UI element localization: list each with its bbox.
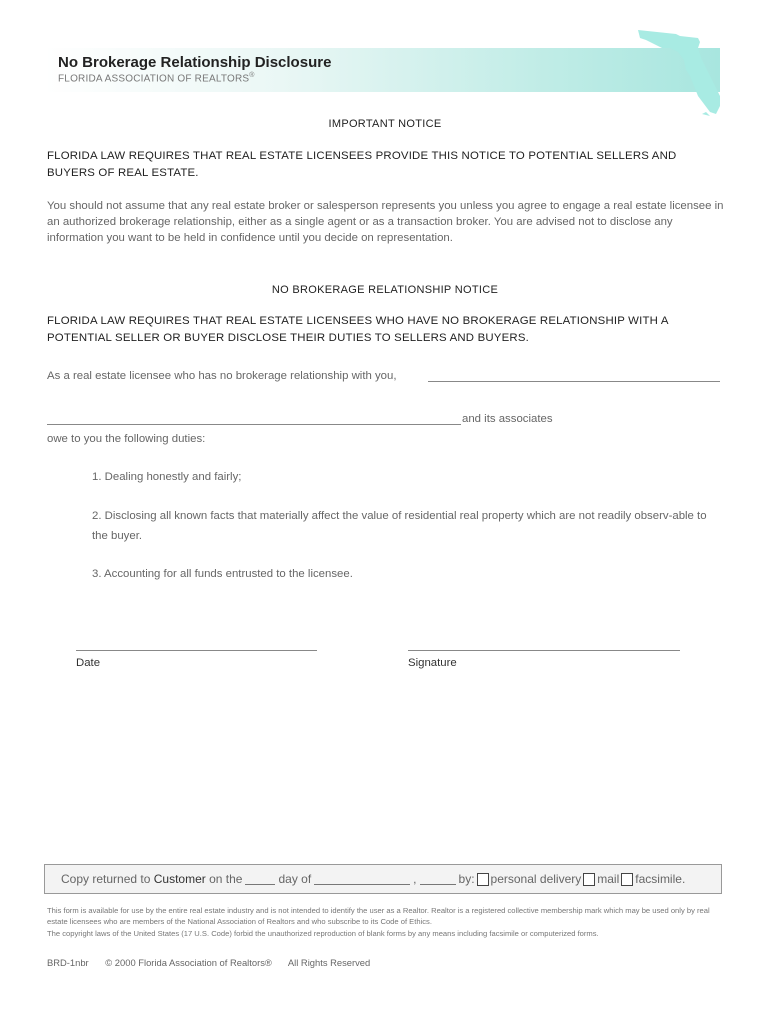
- facsimile-label: facsimile.: [635, 872, 686, 886]
- copy-day-of: day of: [278, 872, 312, 886]
- copy-returned-box: [44, 864, 722, 894]
- copy-comma: ,: [413, 872, 417, 886]
- footer-copyright: © 2000 Florida Association of Realtors®: [105, 957, 272, 968]
- registered-mark: ®: [249, 72, 255, 79]
- signature-label: Signature: [408, 657, 457, 669]
- duty-item-3: 3. Accounting for all funds entrusted to the licensee.: [92, 568, 353, 580]
- copyright-law-notice: The copyright laws of the United States (17 U.S. Code) forbid the unauthorized reproduction of blank forms by any means including facsimile or computerized forms.: [47, 929, 599, 938]
- facsimile-checkbox[interactable]: [621, 873, 633, 886]
- association-name: [58, 72, 255, 84]
- licensee-name-field[interactable]: [428, 381, 720, 382]
- date-label: Date: [76, 657, 101, 669]
- day-blank[interactable]: [245, 874, 275, 885]
- no-brokerage-heading: NO BROKERAGE RELATIONSHIP NOTICE: [271, 284, 499, 296]
- duty-item-1: 1. Dealing honestly and fairly;: [92, 471, 242, 483]
- associates-text: and its associates: [462, 413, 553, 425]
- mail-checkbox[interactable]: [583, 873, 595, 886]
- personal-delivery-checkbox[interactable]: [477, 873, 489, 886]
- realtor-mark-notice: This form is available for use by the entire real estate industry and is not intended to identify the user as a Realtor. Realtor is a registered collective membership mark which may be used only by real estate licensees who are members of the National Association of Realtors and who subscribe to its Code of Ethics.: [47, 906, 710, 926]
- copy-party: Customer: [153, 872, 206, 886]
- copy-on-the: on the: [209, 872, 243, 886]
- duties-intro: owe to you the following duties:: [47, 433, 206, 445]
- mail-label: mail: [597, 872, 620, 886]
- date-line[interactable]: [76, 650, 317, 651]
- association-text: FLORIDA ASSOCIATION OF REALTORS: [58, 73, 250, 85]
- brokerage-name-field[interactable]: [47, 424, 461, 425]
- no-brokerage-statute: FLORIDA LAW REQUIRES THAT REAL ESTATE LICENSEES WHO HAVE NO BROKERAGE RELATIONSHIP WITH A POTENTIAL SELLER OR BUYER DISCLOSE THEIR DUTIES TO SELLERS AND BUYERS.: [47, 315, 668, 344]
- year-blank[interactable]: [420, 874, 456, 885]
- month-blank[interactable]: [314, 874, 410, 885]
- personal-delivery-label: personal delivery: [490, 872, 582, 886]
- signature-line[interactable]: [408, 650, 680, 651]
- important-notice-heading: IMPORTANT NOTICE: [328, 118, 442, 130]
- copy-by: by:: [458, 872, 475, 886]
- form-id: BRD-1nbr: [47, 957, 89, 968]
- licensee-prompt: As a real estate licensee who has no brokerage relationship with you,: [47, 370, 397, 382]
- form-title: No Brokerage Relationship Disclosure: [58, 54, 332, 71]
- footer-rights: All Rights Reserved: [287, 957, 371, 968]
- duty-item-2: 2. Disclosing all known facts that materially affect the value of residential real property which are not readily observ-able to the buyer.: [92, 510, 707, 542]
- copy-prefix: Copy returned to: [61, 872, 151, 886]
- florida-map-icon: [636, 26, 722, 116]
- important-notice-body: You should not assume that any real estate broker or salesperson represents you unless you agree to engage a real estate licensee in an authorized brokerage relationship, either as a single agent or as a transaction broker. You are advised not to disclose any information you want to be held in confidence until you decide on representation.: [47, 200, 724, 244]
- important-notice-statute: FLORIDA LAW REQUIRES THAT REAL ESTATE LICENSEES PROVIDE THIS NOTICE TO POTENTIAL SELLERS AND BUYERS OF REAL ESTATE.: [47, 150, 677, 179]
- footer: [47, 957, 384, 968]
